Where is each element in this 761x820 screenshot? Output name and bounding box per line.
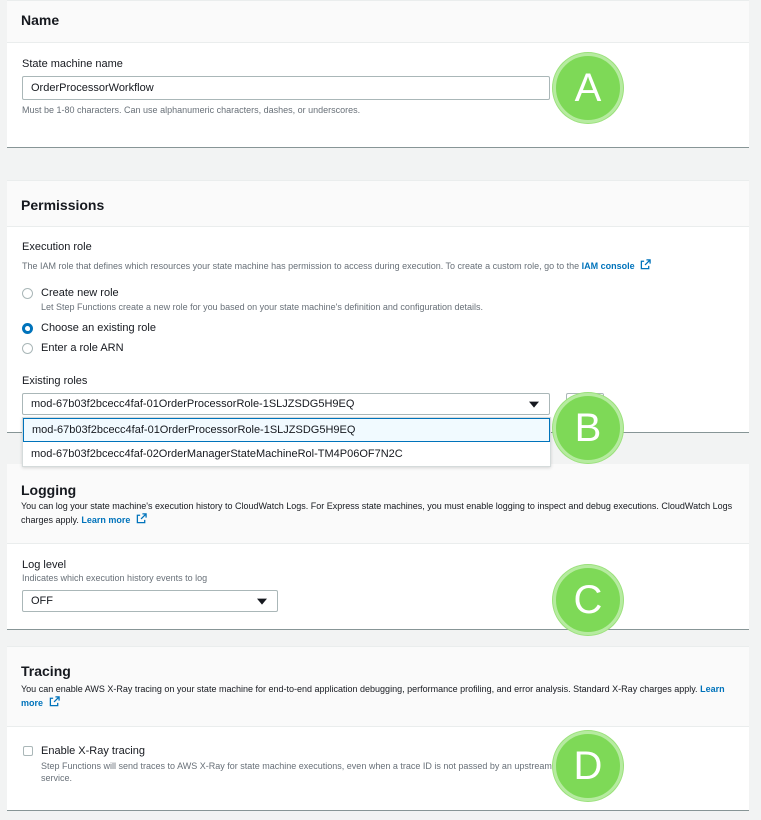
existing-roles-select[interactable] — [22, 393, 550, 415]
execution-role-label: Execution role — [22, 241, 92, 253]
option-create-new-role-desc: Let Step Functions create a new role for you based on your state machine's definition and configuration details. — [41, 302, 483, 312]
permissions-panel — [7, 180, 749, 433]
log-level-desc: Indicates which execution history events to log — [22, 573, 208, 583]
radio-enter-role-arn[interactable] — [22, 343, 33, 354]
iam-console-link[interactable]: IAM console — [581, 261, 635, 271]
option-create-new-role-label: Create new role — [41, 287, 119, 299]
role-option[interactable]: mod-67b03f2bcecc4faf-02OrderManagerStateMachineRol-TM4P06OF7N2C — [31, 448, 403, 460]
name-panel-title: Name — [21, 12, 60, 28]
tracing-panel — [7, 646, 749, 811]
external-link-icon — [49, 696, 60, 707]
tracing-panel-header — [7, 647, 749, 727]
tracing-panel-desc: You can enable AWS X-Ray tracing on your state machine for end-to-end application debugging, performance profiling, and error analysis. Standard X-Ray charges apply. Learn more — [21, 684, 725, 708]
xray-tracing-label: Enable X-Ray tracing — [41, 745, 145, 757]
permissions-panel-header — [7, 181, 749, 227]
radio-choose-existing-role[interactable] — [22, 323, 33, 334]
caret-down-icon — [529, 402, 539, 408]
existing-roles-selected-value: mod-67b03f2bcecc4faf-01OrderProcessorRole-1SLJZSDG5H9EQ — [31, 398, 355, 410]
logging-panel-desc: You can log your state machine's execution history to CloudWatch Logs. For Express state machines, you must enable logging to inspect and debug executions. CloudWatch Logs charges apply. Learn more — [21, 501, 733, 525]
permissions-panel-title: Permissions — [21, 197, 105, 213]
radio-create-new-role[interactable] — [22, 288, 33, 299]
existing-roles-dropdown — [22, 417, 551, 467]
option-choose-existing-role-label: Choose an existing role — [41, 322, 156, 334]
tracing-learn-more-link[interactable]: Learn more — [21, 684, 725, 708]
external-link-icon — [640, 259, 651, 270]
marker-a: A — [553, 53, 623, 123]
caret-down-icon — [257, 599, 267, 605]
state-machine-name-value: OrderProcessorWorkflow — [31, 82, 154, 94]
marker-c: C — [553, 565, 623, 635]
marker-d: D — [553, 731, 623, 801]
log-level-label: Log level — [22, 559, 67, 571]
logging-learn-more-link[interactable]: Learn more — [81, 515, 131, 525]
tracing-panel-title: Tracing — [21, 663, 71, 679]
name-panel-header — [7, 1, 749, 43]
log-level-value: OFF — [31, 595, 53, 607]
state-machine-name-hint: Must be 1-80 characters. Can use alphanumeric characters, dashes, or underscores. — [22, 105, 361, 115]
xray-tracing-checkbox[interactable] — [23, 746, 33, 756]
existing-roles-label: Existing roles — [22, 375, 88, 387]
logging-panel — [7, 464, 749, 630]
execution-role-desc: The IAM role that defines which resources your state machine has permission to access during execution. To create a custom role, go to the IAM console — [22, 259, 651, 271]
logging-panel-title: Logging — [21, 482, 77, 498]
xray-tracing-desc: Step Functions will send traces to AWS X-Ray for state machine executions, even when a trace ID is not passed by an upstream service. — [41, 761, 552, 783]
marker-b: B — [553, 393, 623, 463]
state-machine-name-input[interactable] — [22, 76, 550, 100]
option-enter-role-arn-label: Enter a role ARN — [41, 342, 124, 354]
logging-panel-header — [7, 464, 749, 544]
role-option[interactable]: mod-67b03f2bcecc4faf-01OrderProcessorRole-1SLJZSDG5H9EQ — [23, 418, 550, 442]
state-machine-name-label: State machine name — [22, 58, 123, 70]
name-panel — [7, 0, 749, 148]
external-link-icon — [136, 513, 147, 524]
log-level-select[interactable] — [22, 590, 278, 612]
